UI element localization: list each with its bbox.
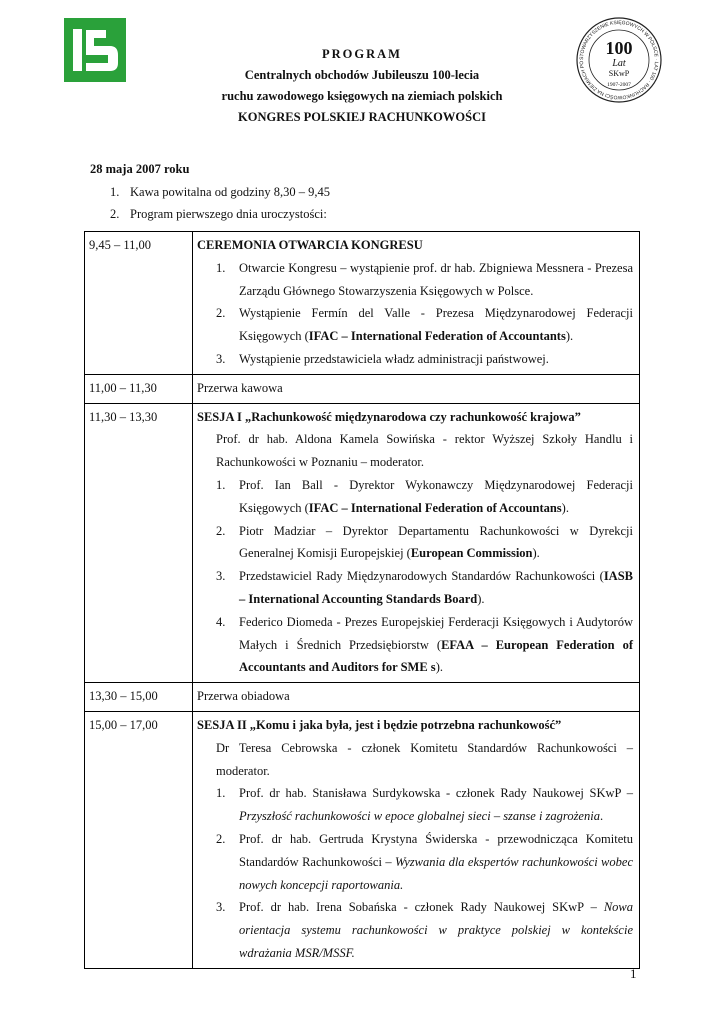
schedule-row bbox=[85, 683, 640, 712]
schedule-row bbox=[85, 374, 640, 403]
intro-item: 1. Kawa powitalna od godziny 8,30 – 9,45 bbox=[110, 185, 330, 199]
speaker-list bbox=[197, 474, 633, 679]
content-cell: Przerwa obiadowa bbox=[193, 683, 640, 712]
moderator-text: Prof. dr hab. Aldona Kamela Sowińska - rektor Wyższej Szkoły Handlu i Rachunkowości w Poznaniu – moderator. bbox=[216, 432, 633, 470]
intro-item: 2. Program pierwszego dnia uroczystości: bbox=[110, 206, 327, 221]
item-number: 3. bbox=[216, 900, 226, 915]
item-number: 2. bbox=[216, 306, 226, 321]
speaker-item bbox=[197, 896, 633, 964]
text-run: IASB – International Accounting Standards Board bbox=[239, 569, 633, 606]
program-header bbox=[160, 44, 564, 128]
speaker-list bbox=[197, 257, 633, 371]
item-text bbox=[239, 782, 633, 828]
content-cell bbox=[193, 232, 640, 375]
seal-number: 100 bbox=[605, 38, 633, 58]
speaker-item bbox=[197, 611, 633, 679]
schedule-row bbox=[85, 711, 640, 968]
content-cell bbox=[193, 403, 640, 683]
item-text bbox=[239, 348, 633, 371]
text-run: Prof. Ian Ball - Dyrektor Wykonawczy Międzynarodowej Federacji Księgowych ( bbox=[239, 477, 633, 515]
seal-ring-text: STOWARZYSZENIE KSIĘGOWYCH W POLSCE · LAT 100 · RACHUNKOWOŚCI NA ZIEMIACH PO bbox=[578, 19, 660, 101]
item-number: 4. bbox=[216, 614, 226, 629]
moderator-text: Dr Teresa Cebrowska - członek Komitetu Standardów Rachunkowości – moderator. bbox=[216, 740, 633, 778]
text-run: Otwarcie Kongresu – wystąpienie prof. dr hab. Zbigniewa Messnera - Prezesa Zarządu Głównego Stowarzyszenia Księgowych w Polsce. bbox=[239, 260, 633, 298]
text-run: Wyzwania dla ekspertów rachunkowości wobec nowych koncepcji raportowania. bbox=[239, 854, 633, 892]
seal-word: Lat bbox=[612, 58, 626, 69]
item-number: 2. bbox=[216, 831, 226, 846]
text-run: European Commission bbox=[410, 546, 533, 561]
header-line3: ruchu zawodowego księgowych na ziemiach polskich bbox=[221, 89, 503, 103]
text-run: IFAC – International Federation of Accountans bbox=[308, 500, 562, 515]
text-run: ). bbox=[565, 329, 574, 344]
speaker-item bbox=[197, 782, 633, 828]
seal-years: 1907-2007 bbox=[607, 82, 631, 88]
item-text bbox=[239, 520, 633, 566]
text-run: Przyszłość rachunkowości w epoce globalnej sieci – szanse i zagrożenia bbox=[239, 809, 600, 824]
time-cell: 11,30 – 13,30 bbox=[85, 403, 193, 683]
text-run: Federico Diomeda - Prezes Europejskiej Ferderacji Księgowych i Audytorów Małych i Średnich Przedsiębiorstw ( bbox=[239, 614, 633, 652]
sk-logo bbox=[64, 18, 126, 82]
text-run: ). bbox=[435, 660, 443, 675]
item-number: 2. bbox=[216, 523, 226, 538]
session-title: CEREMONIA OTWARCIA KONGRESU bbox=[197, 238, 423, 252]
item-number: 3. bbox=[216, 351, 226, 366]
item-number: 3. bbox=[216, 569, 226, 584]
item-number: 1. bbox=[216, 786, 226, 801]
schedule-row bbox=[85, 232, 640, 375]
schedule-row bbox=[85, 403, 640, 683]
item-text bbox=[239, 474, 633, 520]
text-run: Nowa orientacja systemu rachunkowości w praktyce polskiej w kontekście wdrażania MSR/MSSF. bbox=[239, 900, 633, 960]
speaker-item bbox=[197, 565, 633, 611]
header-line2: Centralnych obchodów Jubileuszu 100-lecia bbox=[244, 68, 480, 82]
jubilee-seal bbox=[575, 16, 663, 104]
time-cell: 15,00 – 17,00 bbox=[85, 711, 193, 968]
content-cell bbox=[193, 711, 640, 968]
text-run: Wystąpienie Fermín del Valle - Prezesa Międzynarodowej Federacji Księgowych ( bbox=[239, 306, 633, 344]
text-run: Prof. dr hab. Irena Sobańska - członek Rady Naukowej SKwP – bbox=[239, 900, 604, 915]
event-date: 28 maja 2007 roku bbox=[90, 162, 190, 176]
text-run: ). bbox=[561, 500, 569, 515]
intro-list bbox=[110, 182, 330, 225]
page-number: 1 bbox=[630, 966, 637, 981]
text-run: Wystąpienie przedstawiciela władz administracji państwowej. bbox=[239, 351, 549, 366]
speaker-item bbox=[197, 828, 633, 896]
text-run: EFAA – European Federation of Accountants and Auditors for SME s bbox=[239, 637, 633, 675]
text-run: Przedstawiciel Rady Międzynarodowych Standardów Rachunkowości ( bbox=[239, 569, 604, 584]
content-cell: Przerwa kawowa bbox=[193, 374, 640, 403]
header-congress: KONGRES POLSKIEJ RACHUNKOWOŚCI bbox=[238, 110, 486, 124]
speaker-item bbox=[197, 257, 633, 303]
schedule-table bbox=[84, 231, 640, 969]
item-text bbox=[239, 257, 633, 303]
item-text bbox=[239, 611, 633, 679]
speaker-item bbox=[197, 348, 633, 371]
item-text bbox=[239, 565, 633, 611]
item-number: 1. bbox=[216, 477, 226, 492]
text-run: Prof. dr hab. Stanisława Surdykowska - członek Rady Naukowej SKwP – bbox=[239, 786, 633, 801]
text-run: ). bbox=[477, 591, 485, 606]
text-run: . bbox=[599, 809, 604, 824]
speaker-item bbox=[197, 302, 633, 348]
time-cell: 9,45 – 11,00 bbox=[85, 232, 193, 375]
item-text bbox=[239, 896, 633, 964]
text-run: ). bbox=[532, 546, 540, 561]
time-cell: 11,00 – 11,30 bbox=[85, 374, 193, 403]
text-run: Piotr Madziar – Dyrektor Departamentu Rachunkowości w Dyrekcji Generalnej Komisji Europejskiej ( bbox=[239, 523, 633, 561]
text-run: IFAC – International Federation of Accountants bbox=[308, 329, 566, 344]
time-cell: 13,30 – 15,00 bbox=[85, 683, 193, 712]
session-title: SESJA I „Rachunkowość międzynarodowa czy rachunkowość krajowa” bbox=[197, 409, 581, 424]
session-title: SESJA II „Komu i jaka była, jest i będzie potrzebna rachunkowość” bbox=[197, 717, 562, 732]
speaker-item bbox=[197, 520, 633, 566]
speaker-list bbox=[197, 782, 633, 964]
speaker-item bbox=[197, 474, 633, 520]
seal-abbr: SKwP bbox=[608, 69, 630, 78]
text-run: Prof. dr hab. Gertruda Krystyna Świderska - przewodnicząca Komitetu Standardów Rachunkowości – bbox=[239, 831, 633, 869]
header-program: PROGRAM bbox=[322, 47, 402, 61]
item-text bbox=[239, 302, 633, 348]
item-number: 1. bbox=[216, 260, 226, 275]
item-text bbox=[239, 828, 633, 896]
